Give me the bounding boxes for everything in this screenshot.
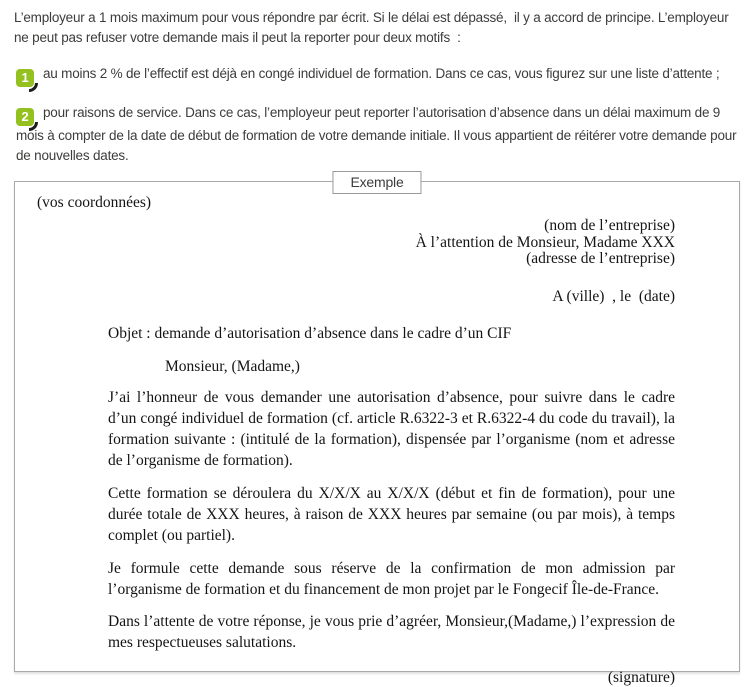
letter-sender-placeholder: (vos coordonnées) [37,194,152,211]
motif-1-number: 1 [16,69,34,87]
example-letter-box [14,174,740,686]
example-label: Exemple [332,171,421,194]
motif-2-number-badge [16,108,34,126]
letter-paragraph-3: Je formule cette demande sous réserve de la confirmation de mon admission par l’organisme de formation et du financement de mon projet par le Fongecif Île-de-France. [108,559,679,598]
intro-paragraph: L’employeur a 1 mois maximum pour vous répondre par écrit. Si le délai est dépassé, il y a accord de principe. L’employeur ne peut pas refuser votre demande mais il peut la reporter pour deux motifs : [14,10,733,45]
badge-tail-icon [29,83,38,92]
letter-paragraph-1: J’ai l’honneur de vous demander une autorisation d’absence, pour suivre dans le cadre d’un congé individuel de formation (cf. article R.6322-3 et R.6322-4 du code du travail), la formation suivante : (intitulé de la formation), dispensée par l’organisme (nom et adresse de l’organisme de formation). [108,388,679,470]
motif-1-number-badge [16,69,34,87]
letter-paragraph-2: Cette formation se déroulera du X/X/X au X/X/X (début et fin de formation), pour une durée totale de XXX heures, à raison de XXX heures par semaine (ou par mois), à temps complet (ou partiel). [108,484,679,545]
motif-2-text: pour raisons de service. Dans ce cas, l’employeur peut reporter l’autorisation d’absence dans un délai maximum de 9 mois à compter de la date de début de formation de votre demande initiale. Il vous appartient de réitérer votre demande pour de nouvelles dates. [16,105,740,163]
letter-date-line: A (ville) , le (date) [552,287,675,305]
letter-paragraph-4: Dans l’attente de votre réponse, je vous prie d’agréer, Monsieur,(Madame,) l’expression de mes respectueuses salutations. [108,613,679,652]
letter-subject-line: Objet : demande d’autorisation d’absence dans le cadre d’un CIF [108,324,512,342]
document-page [0,8,751,685]
letter-signature-placeholder: (signature) [607,668,675,686]
motif-item-2 [16,103,740,166]
recipient-company-line: (nom de l’entreprise) [544,217,675,234]
letter-body [15,182,739,687]
recipient-address-line: (adresse de l’entreprise) [526,250,675,267]
motif-2-number: 2 [16,108,34,126]
letter-recipient-block [15,218,739,268]
motif-item-1 [16,64,737,87]
motif-1-text: au moins 2 % de l’effectif est déjà en congé individuel de formation. Dans ce cas, vous figurez sur une liste d’attente ; [43,66,720,81]
letter-salutation: Monsieur, (Madame,) [165,357,300,375]
recipient-attention-line: À l’attention de Monsieur, Madame XXX [415,233,675,251]
